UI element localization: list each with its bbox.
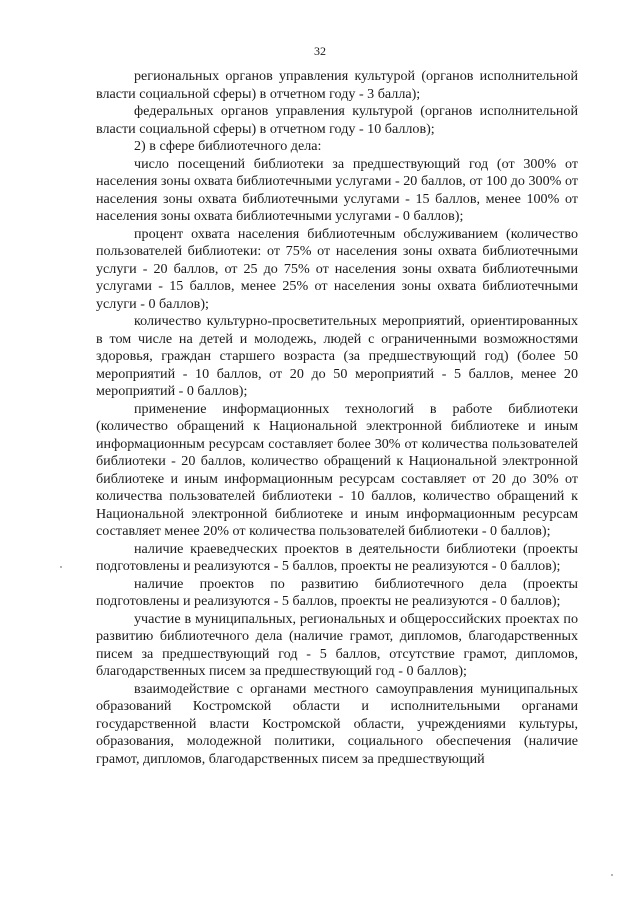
paragraph-regional-authorities: региональных органов управления культурой (органов исполнительной власти социальной сферы) в отчетном году - 3 балла); bbox=[96, 68, 578, 102]
paragraph-coverage-percent: процент охвата населения библиотечным обслуживанием (количество пользователей библиотеки: от 75% от населения зоны охвата библиотечными услуги - 20 баллов, от 25 до 75% от населения зоны охвата библиотечными услугами - 15 баллов, менее 25% от населения зоны охвата библиотечными услуги - 0 баллов); bbox=[96, 225, 578, 312]
scan-speck bbox=[60, 566, 62, 568]
paragraph-federal-authorities: федеральных органов управления культурой (органов исполнительной власти социальной сферы) в отчетном году - 10 баллов); bbox=[96, 103, 578, 137]
document-body bbox=[96, 68, 578, 768]
paragraph-development-projects: наличие проектов по развитию библиотечного дела (проекты подготовлены и реализуются - 5 баллов, проекты не реализуются - 0 баллов); bbox=[96, 575, 578, 609]
paragraph-library-visits: число посещений библиотеки за предшествующий год (от 300% от населения зоны охвата библиотечными услугами - 20 баллов, от 100 до 300% от населения зоны охвата библиотечными услугами - 15 баллов, менее 100% от населения зоны охвата библиотечными услугами - 0 баллов); bbox=[96, 155, 578, 224]
scan-speck bbox=[611, 874, 613, 876]
paragraph-interaction-authorities: взаимодействие с органами местного самоуправления муниципальных образований Костромской области и исполнительными органами государственной власти Костромской области, учреждениями культуры, образования, молодежной политики, социального обеспечения (наличие грамот, дипломов, благодарственных писем за предшествующий bbox=[96, 680, 578, 767]
paragraph-cultural-events: количество культурно-просветительных мероприятий, ориентированных в том числе на детей и молодежь, людей с ограниченными возможностями здоровья, граждан старшего возраста (за предшествующий год) (более 50 мероприятий - 10 баллов, от 20 до 50 мероприятий - 5 баллов, менее 20 мероприятий - 0 баллов); bbox=[96, 313, 578, 399]
paragraph-participation-projects: участие в муниципальных, региональных и общероссийских проектах по развитию библиотечного дела (наличие грамот, дипломов, благодарственных писем за предшествующий год - 5 баллов, отсутствие грамот, дипломов, благодарственных писем за предшествующий год - 0 баллов); bbox=[96, 610, 578, 679]
page-number: 32 bbox=[314, 44, 326, 58]
paragraph-information-technologies: применение информационных технологий в работе библиотеки (количество обращений к Национальной электронной библиотеке и иным информационным ресурсам составляет более 30% от количества пользователей библиотеки - 20 баллов, количество обращений к Национальной электронной библиотеке и иным информационным ресурсам составляет от 20 до 30% от количества пользователей библиотеки - 10 баллов, количество обращений к Национальной электронной библиотеке и иным информационным ресурсам составляет менее 20% от количества пользователей библиотеки - 0 баллов); bbox=[96, 400, 578, 539]
section-heading-library: 2) в сфере библиотечного дела: bbox=[134, 138, 322, 154]
paragraph-local-history-projects: наличие краеведческих проектов в деятельности библиотеки (проекты подготовлены и реализуются - 5 баллов, проекты не реализуются - 0 баллов); bbox=[96, 540, 578, 574]
